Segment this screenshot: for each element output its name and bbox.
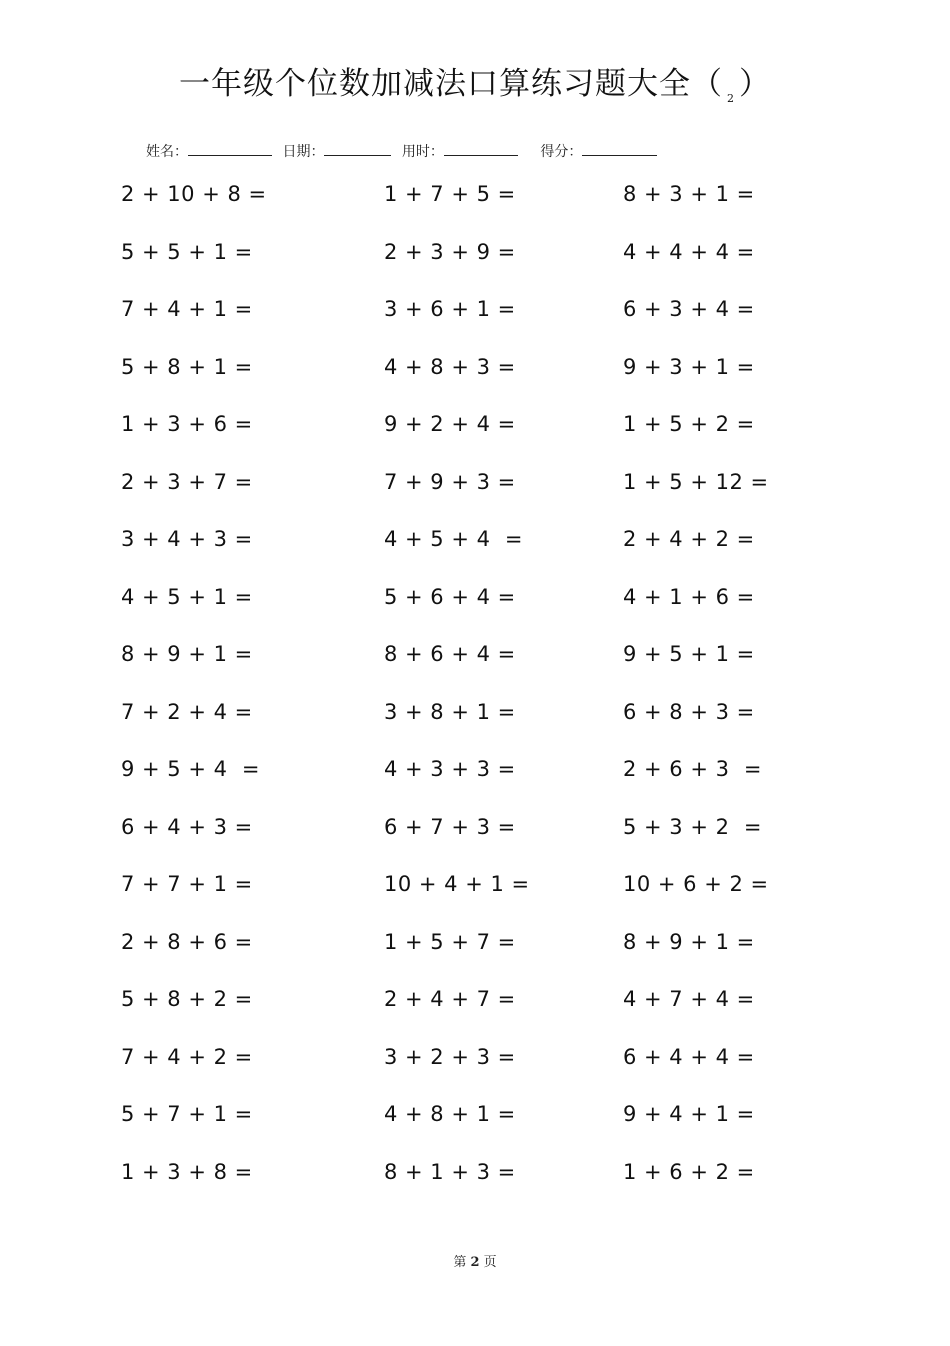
title-close-paren: ） (739, 66, 771, 102)
math-problem: 10 + 4 + 1 = (384, 872, 530, 896)
math-problem: 2 + 8 + 6 = (121, 929, 253, 954)
math-problem: 4 + 1 + 6 = (623, 584, 755, 609)
page-title (0, 58, 950, 103)
math-problem: 1 + 7 + 5 = (384, 182, 516, 206)
math-problem: 8 + 6 + 4 = (384, 642, 516, 666)
math-problem: 2 + 10 + 8 = (121, 182, 267, 206)
math-problem: 4 + 8 + 3 = (384, 354, 516, 379)
math-problem: 2 + 6 + 3 = (623, 757, 762, 781)
score-blank (582, 141, 657, 156)
footer-prefix: 第 (453, 1255, 467, 1270)
math-problem: 1 + 3 + 6 = (121, 412, 253, 436)
math-problem: 9 + 4 + 1 = (623, 1102, 755, 1126)
math-problem: 6 + 3 + 4 = (623, 297, 755, 321)
problem-row (0, 866, 950, 924)
math-problem: 2 + 3 + 7 = (121, 469, 253, 494)
problem-row (0, 694, 950, 752)
problem-row (0, 521, 950, 579)
math-problem: 6 + 8 + 3 = (623, 699, 755, 724)
math-problem: 7 + 4 + 1 = (121, 297, 253, 321)
problem-grid (0, 176, 950, 1211)
problem-row (0, 751, 950, 809)
math-problem: 5 + 7 + 1 = (121, 1102, 253, 1126)
time-blank (444, 141, 518, 156)
page-footer (0, 1251, 950, 1270)
math-problem: 2 + 4 + 7 = (384, 987, 516, 1011)
math-problem: 8 + 3 + 1 = (623, 182, 755, 206)
math-problem: 1 + 6 + 2 = (623, 1159, 755, 1184)
math-problem: 5 + 8 + 1 = (121, 354, 253, 379)
math-problem: 5 + 3 + 2 = (623, 814, 762, 839)
math-problem: 6 + 4 + 3 = (121, 814, 253, 839)
math-problem: 8 + 9 + 1 = (623, 929, 755, 954)
math-problem: 5 + 5 + 1 = (121, 239, 253, 264)
problem-row (0, 1096, 950, 1154)
time-label: 用时： (401, 144, 444, 160)
math-problem: 8 + 1 + 3 = (384, 1159, 516, 1184)
time-field (402, 141, 536, 161)
math-problem: 3 + 4 + 3 = (121, 527, 253, 551)
problem-row (0, 924, 950, 982)
score-label: 得分： (540, 144, 583, 160)
info-line (146, 141, 663, 161)
math-problem: 8 + 9 + 1 = (121, 642, 253, 666)
problem-row (0, 809, 950, 867)
math-problem: 1 + 5 + 12 = (623, 469, 769, 494)
math-problem: 9 + 3 + 1 = (623, 354, 755, 379)
title-number: 2 (727, 92, 735, 105)
problem-row (0, 981, 950, 1039)
problem-row (0, 349, 950, 407)
math-problem: 3 + 2 + 3 = (384, 1044, 516, 1069)
math-problem: 9 + 5 + 1 = (623, 642, 755, 666)
math-problem: 5 + 8 + 2 = (121, 987, 253, 1011)
math-problem: 7 + 4 + 2 = (121, 1044, 253, 1069)
math-problem: 7 + 2 + 4 = (121, 699, 253, 724)
problem-row (0, 291, 950, 349)
math-problem: 5 + 6 + 4 = (384, 584, 516, 609)
math-problem: 4 + 4 + 4 = (623, 239, 755, 264)
date-label: 日期： (282, 144, 325, 160)
math-problem: 2 + 4 + 2 = (623, 527, 755, 551)
math-problem: 3 + 8 + 1 = (384, 699, 516, 724)
math-problem: 7 + 7 + 1 = (121, 872, 253, 896)
problem-row (0, 1154, 950, 1212)
name-label: 姓名： (146, 144, 188, 160)
name-blank (188, 141, 272, 156)
math-problem: 4 + 7 + 4 = (623, 987, 755, 1011)
date-field (282, 141, 397, 161)
footer-suffix: 页 (483, 1255, 497, 1270)
math-problem: 1 + 3 + 8 = (121, 1159, 253, 1184)
footer-page-number: 2 (470, 1255, 480, 1270)
math-problem: 4 + 5 + 1 = (121, 584, 253, 609)
math-problem: 1 + 5 + 7 = (384, 929, 516, 954)
math-problem: 10 + 6 + 2 = (623, 872, 769, 896)
math-problem: 4 + 8 + 1 = (384, 1102, 516, 1126)
math-problem: 1 + 5 + 2 = (623, 412, 755, 436)
math-problem: 6 + 7 + 3 = (384, 814, 516, 839)
math-problem: 9 + 2 + 4 = (384, 412, 516, 436)
math-problem: 4 + 5 + 4 = (384, 527, 523, 551)
problem-row (0, 176, 950, 234)
math-problem: 6 + 4 + 4 = (623, 1044, 755, 1069)
title-text: 一年级个位数加减法口算练习题大全（ (179, 66, 723, 102)
name-field (146, 141, 278, 161)
problem-row (0, 1039, 950, 1097)
score-field (540, 141, 663, 161)
problem-row (0, 579, 950, 637)
date-blank (324, 141, 391, 156)
math-problem: 2 + 3 + 9 = (384, 239, 516, 264)
problem-row (0, 636, 950, 694)
math-problem: 4 + 3 + 3 = (384, 757, 516, 781)
math-problem: 7 + 9 + 3 = (384, 469, 516, 494)
problem-row (0, 234, 950, 292)
problem-row (0, 406, 950, 464)
math-problem: 3 + 6 + 1 = (384, 297, 516, 321)
math-problem: 9 + 5 + 4 = (121, 757, 260, 781)
problem-row (0, 464, 950, 522)
